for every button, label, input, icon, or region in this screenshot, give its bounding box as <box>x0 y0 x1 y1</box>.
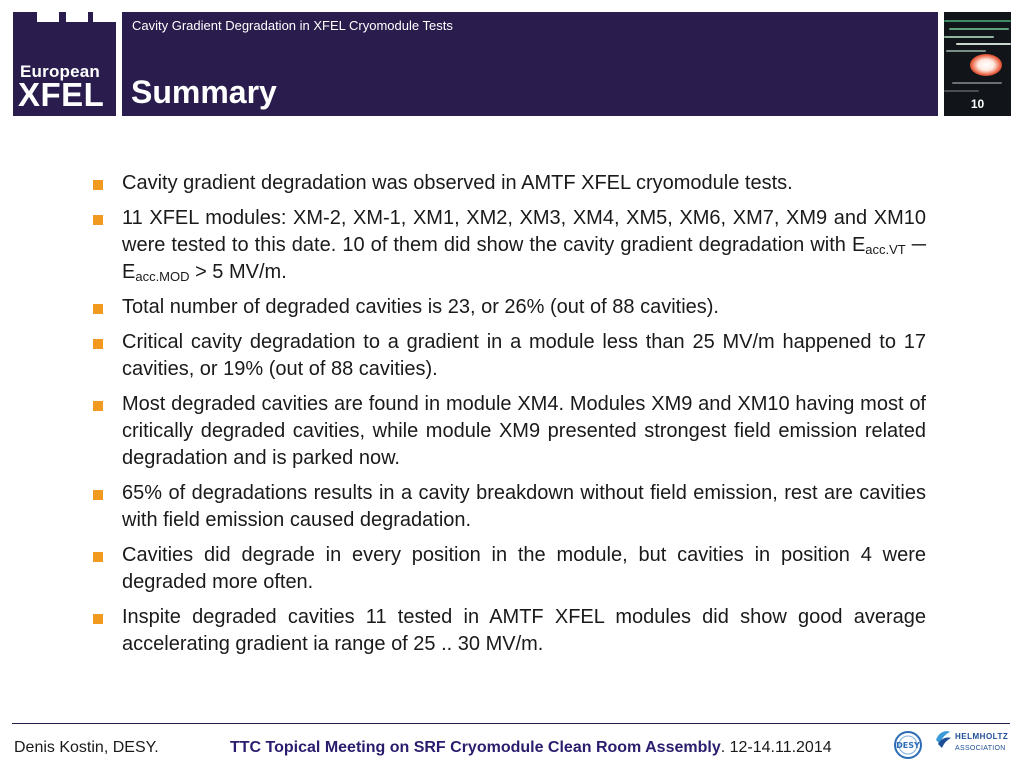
photo-streak <box>949 28 1009 30</box>
photo-streak <box>944 36 994 38</box>
bullet-marker <box>93 614 103 624</box>
list-item <box>90 480 926 534</box>
meeting-date: . 12-14.11.2014 <box>720 739 832 756</box>
photo-streak <box>952 82 1002 84</box>
bullet-marker <box>93 304 103 314</box>
photo-streak <box>944 20 1011 22</box>
bullet-marker <box>93 215 103 225</box>
list-item <box>90 604 926 658</box>
bullet-text: Cavity gradient degradation was observed in AMTF XFEL cryomodule tests. <box>122 172 793 194</box>
footer-author: Denis Kostin, DESY. <box>14 739 159 756</box>
photo-streak <box>956 43 1011 45</box>
european-xfel-logo <box>13 12 116 116</box>
footer-meeting <box>230 739 832 757</box>
footer-divider <box>12 723 1010 724</box>
logo-square <box>66 12 88 22</box>
bullet-text-mid: ─ E <box>122 234 926 283</box>
photo-streak <box>946 50 986 52</box>
helmholtz-leaf-icon <box>933 728 953 758</box>
bullet-text: Critical cavity degradation to a gradient in a module less than 25 MV/m happened to 17 cavities, or 19% (out of 88 cavities). <box>122 331 926 380</box>
list-item <box>90 294 926 321</box>
photo-glow <box>970 54 1002 76</box>
bullet-text-tail: > 5 MV/m. <box>189 261 287 283</box>
helmholtz-logo <box>933 728 1013 760</box>
logo-square <box>37 12 59 22</box>
subscript-acc-mod: acc.MOD <box>135 269 190 284</box>
bullet-text: Total number of degraded cavities is 23, or 26% (out of 88 cavities). <box>122 296 719 318</box>
subscript-acc-vt: acc.VT <box>865 242 906 257</box>
list-item <box>90 205 926 286</box>
bullet-text: 65% of degradations results in a cavity breakdown without field emission, rest are cavities with field emission caused degradation. <box>122 482 926 531</box>
list-item <box>90 391 926 472</box>
bullet-marker <box>93 180 103 190</box>
bullet-marker <box>93 552 103 562</box>
title-bar <box>122 12 938 116</box>
logo-square <box>93 12 116 22</box>
desy-logo-text: DESY <box>896 741 920 750</box>
desy-logo-icon <box>893 730 923 760</box>
list-item <box>90 170 926 197</box>
bullet-text: Most degraded cavities are found in module XM4. Modules XM9 and XM10 having most of critically degraded cavities, while module XM9 presented strongest field emission related degradation and is parked now. <box>122 393 926 469</box>
bullet-marker <box>93 401 103 411</box>
page-number: 10 <box>970 97 985 111</box>
helmholtz-association: ASSOCIATION <box>955 745 1006 752</box>
summary-bullet-list <box>90 170 926 666</box>
helmholtz-name: HELMHOLTZ <box>955 732 1009 741</box>
bullet-text: Cavities did degrade in every position in the module, but cavities in position 4 were degraded more often. <box>122 544 926 593</box>
logo-text-xfel: XFEL <box>18 76 105 113</box>
bullet-marker <box>93 339 103 349</box>
presentation-subtitle: Cavity Gradient Degradation in XFEL Cryomodule Tests <box>132 18 453 33</box>
bullet-text: 11 XFEL modules: XM-2, XM-1, XM1, XM2, XM3, XM4, XM5, XM6, XM7, XM9 and XM10 were tested to this date. 10 of them did show the cavity gradient degradation with E <box>122 207 926 256</box>
photo-streak <box>944 90 979 92</box>
logo-text-european: European <box>20 62 101 81</box>
bullet-marker <box>93 490 103 500</box>
slide-title: Summary <box>131 74 277 110</box>
bullet-text: Inspite degraded cavities 11 tested in AMTF XFEL modules did show good average accelerating gradient ia range of 25 .. 30 MV/m. <box>122 606 926 655</box>
meeting-title: TTC Topical Meeting on SRF Cryomodule Clean Room Assembly <box>230 739 721 756</box>
header-photo <box>944 12 1011 116</box>
list-item <box>90 542 926 596</box>
list-item <box>90 329 926 383</box>
